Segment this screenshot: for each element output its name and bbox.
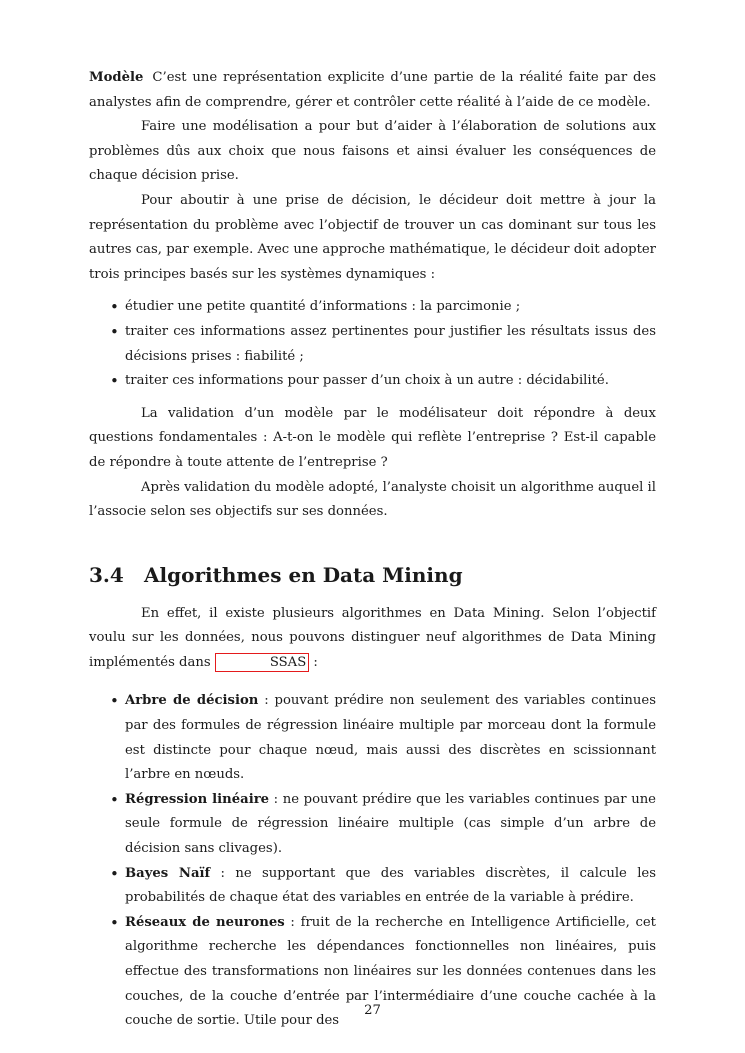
intro-text: En effet, il existe plusieurs algorithmes en Data Mining. Selon l’objectif voulu sur les données, nous pouvons distinguer neuf algorithmes de Data Mining implémentés dans [89,605,656,670]
page-content [89,66,656,1042]
list-item [125,689,656,787]
list-item: • étudier une petite quantité d’informations : la parcimonie ; [125,295,656,320]
paragraph-analyst: Après validation du modèle adopté, l’analyste choisit un algorithme auquel il l’associe selon ses objectifs sur ses données. [89,479,656,520]
list-item: • traiter ces informations pour passer d’un choix à un autre : décidabilité. [125,369,656,394]
paragraph-modelisation: Faire une modélisation a pour but d’aider à l’élaboration de solutions aux problèmes dûs aux choix que nous faisons et ainsi évaluer les conséquences de chaque décision prise. [89,119,656,184]
paragraph-decision: Pour aboutir à une prise de décision, le décideur doit mettre à jour la représentation du problème avec l’objectif de trouver un cas dominant sur tous les autres cas, par exemple. Avec une approche mathématique, le décideur doit adopter trois principes basés sur les systèmes dynamiques : [89,192,656,282]
paragraph-validation: La validation d’un modèle par le modélisateur doit répondre à deux questions fondamentales : A-t-on le modèle qui reflète l’entreprise ? Est-il capable de répondre à toute attente de l’entreprise ? [89,405,656,470]
section-intro [89,602,656,676]
section-number: 3.4 [89,562,124,587]
principles-list [89,295,656,393]
list-item [125,862,656,911]
algorithm-description: : pouvant prédire non seulement des variables continues par des formules de régression linéaire multiple par morceau dont la formule est distincte pour chaque nœud, mais aussi des discrètes en scissionnant l’arbre en nœuds. [125,693,656,783]
intro-end: : [309,654,318,670]
algorithm-name: Réseaux de neurones [125,914,285,930]
algorithm-name: Bayes Naïf [125,865,211,881]
section-heading [89,562,656,588]
paragraph-modele [89,66,656,115]
algorithms-list [89,689,656,1033]
ssas-link[interactable]: SSAS [215,653,309,672]
algorithm-description: : fruit de la recherche en Intelligence Artificielle, cet algorithme recherche les dépendances fonctionnelles non linéaires, puis effectue des transformations non linéaires sur les données contenues dans les couches, de la couche d’entrée par l’intermédiaire d’une couche cachée à la couche de sortie. Utile pour des [125,914,656,1029]
list-item [125,788,656,862]
algorithm-name: Arbre de décision [125,693,259,709]
section-title: Algorithmes en Data Mining [144,562,463,587]
algorithm-name: Régression linéaire [125,791,270,807]
algorithm-description: : ne supportant que des variables discrètes, il calcule les probabilités de chaque état des variables en entrée de la variable à prédire. [125,865,656,906]
list-item: • traiter ces informations assez pertinentes pour justifier les résultats issus des décisions prises : fiabilité ; [125,320,656,369]
definition-text: C’est une représentation explicite d’une partie de la réalité faite par des analystes afin de comprendre, gérer et contrôler cette réalité à l’aide de ce modèle. [89,70,656,110]
definition-term: Modèle [89,70,144,85]
page-number: 27 [364,1003,381,1018]
algorithm-description: : ne pouvant prédire que les variables continues par une seule formule de régression linéaire multiple (cas simple d’un arbre de décision sans clivages). [125,791,656,857]
